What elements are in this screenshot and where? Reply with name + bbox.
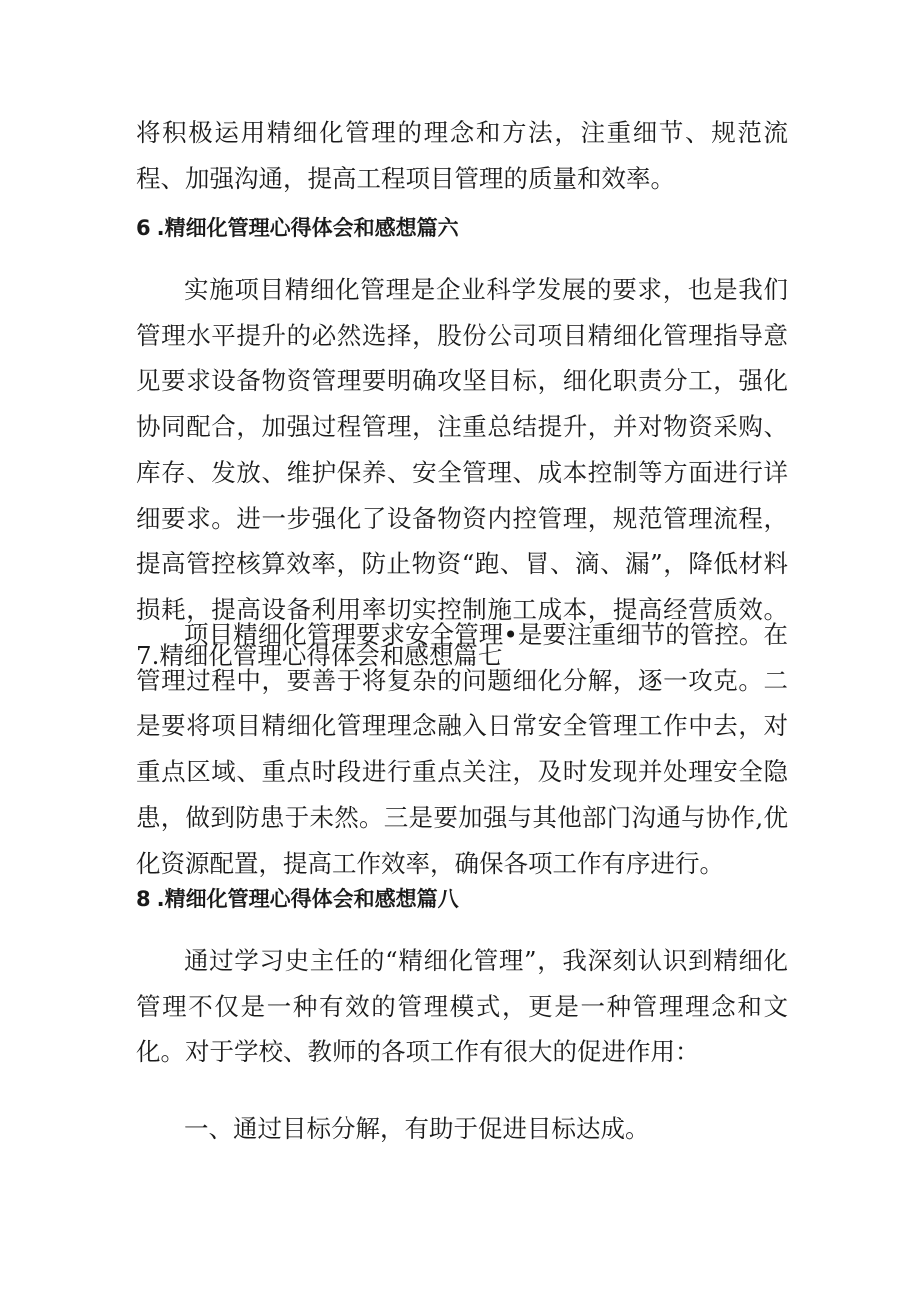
section-number-8: 8 [136,887,151,911]
section-heading-6 [136,213,788,243]
intro-paragraph: 将积极运用精细化管理的理念和方法，注重细节、规范流程、加强沟通，提高工程项目管理的质量和效率。 [136,118,788,193]
section-heading-8 [136,884,788,914]
section-8-list-item-1: 一、通过目标分解，有助于促进目标达成。 [184,1114,650,1143]
section-title-6: .精细化管理心得体会和感想篇六 [156,216,459,240]
section-6-paragraph: 实施项目精细化管理是企业科学发展的要求，也是我们管理水平提升的必然选择，股份公司项目精细化管理指导意见要求设备物资管理要明确攻坚目标，细化职责分工，强化协同配合，加强过程管理，注重总结提升，并对物资采购、库存、发放、维护保养、安全管理、成本控制等方面进行详细要求。进一步强化了设备物资内控管理，规范管理流程，提高管控核算效率，防止物资“跑、冒、滴、漏”，降低材料损耗，提高设备利用率切实控制施工成本，提高经营质效。7.精细化管理心得体会和感想篇七 [136,275,788,670]
section-number-6: 6 [136,216,151,240]
section-7-paragraph: 项目精细化管理要求安全管理•是要注重细节的管控。在管理过程中，要善于将复杂的问题细化分解，逐一攻克。二是要将项目精细化管理理念融入日常安全管理工作中去，对重点区域、重点时段进行重点关注，及时发现并处理安全隐患，做到防患于未然。三是要加强与其他部门沟通与协作,优化资源配置，提高工作效率，确保各项工作有序进行。 [136,620,788,878]
section-title-8: .精细化管理心得体会和感想篇八 [156,887,459,911]
section-8-paragraph: 通过学习史主任的“精细化管理”，我深刻认识到精细化管理不仅是一种有效的管理模式，更是一种管理理念和文化。对于学校、教师的各项工作有很大的促进作用： [136,946,788,1067]
